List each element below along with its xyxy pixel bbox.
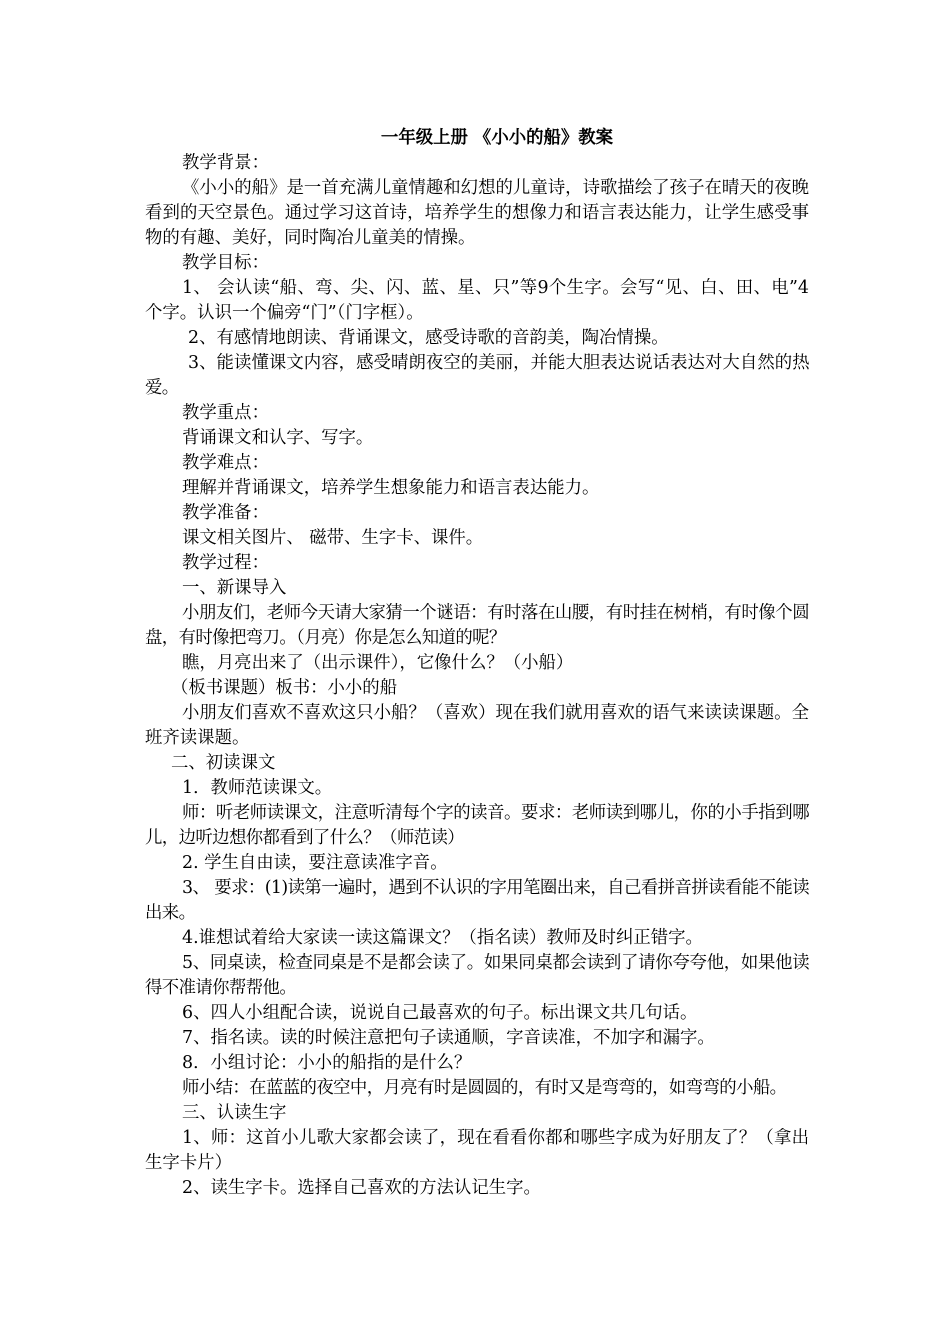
paragraph: 教学目标： — [182, 253, 269, 273]
paragraph: 师小结：在蓝蓝的夜空中，月亮有时是圆圆的，有时又是弯弯的，如弯弯的小船。 — [182, 1078, 787, 1098]
paragraph: 7、指名读。读的时候注意把句子读通顺，字音读准，不加字和漏字。 — [182, 1028, 715, 1048]
paragraph: 教学背景： — [182, 153, 269, 173]
paragraph: 4.谁想试着给大家读一读这篇课文？（指名读）教师及时纠正错字。 — [182, 928, 703, 948]
paragraph: 小朋友们，老师今天请大家猜一个谜语：有时落在山腰，有时挂在树梢，有时像个圆盘，有时像把弯刀。（月亮）你是怎么知道的呢？ — [145, 603, 809, 648]
paragraph: 课文相关图片、 磁带、生字卡、课件。 — [182, 528, 484, 548]
paragraph: 师：听老师读课文，注意听清每个字的读音。要求：老师读到哪儿，你的小手指到哪儿，边听边想你都看到了什么？（师范读） — [145, 803, 809, 848]
paragraph: 2、有感情地朗读、背诵课文，感受诗歌的音韵美，陶冶情操。 — [188, 328, 669, 348]
paragraph-list — [145, 151, 809, 1201]
page-title: 一年级上册 《小小的船》教案 — [380, 128, 614, 148]
paragraph: 教学准备： — [182, 503, 269, 523]
paragraph: （板书课题）板书：小小的船 — [171, 678, 398, 698]
paragraph: 理解并背诵课文，培养学生想象能力和语言表达能力。 — [182, 478, 600, 498]
paragraph: 1、 会认读“船、弯、尖、闪、蓝、星、只”等9个生字。会写“见、白、田、电”4个字。认识一个偏旁“门”（门字框）。 — [145, 278, 809, 323]
paragraph: 小朋友们喜欢不喜欢这只小船？（喜欢）现在我们就用喜欢的语气来读读课题。全班齐读课题。 — [145, 703, 809, 748]
paragraph: 8．小组讨论：小小的船指的是什么？ — [182, 1053, 472, 1073]
paragraph: 背诵课文和认字、写字。 — [182, 428, 374, 448]
paragraph: 三、认读生字 — [182, 1103, 287, 1123]
paragraph: 3、 要求：(1)读第一遍时，遇到不认识的字用笔圈出来，自己看拼音拼读看能不能读出来。 — [145, 878, 809, 923]
paragraph: 2. 学生自由读，要注意读准字音。 — [182, 853, 448, 873]
paragraph: 瞧，月亮出来了（出示课件），它像什么？（小船） — [182, 653, 574, 673]
paragraph: 一、新课导入 — [182, 578, 287, 598]
paragraph: 6、四人小组配合读，说说自己最喜欢的句子。标出课文共几句话。 — [182, 1003, 698, 1023]
paragraph: 5、同桌读，检查同桌是不是都会读了。如果同桌都会读到了请你夸夸他，如果他读得不准请你帮帮他。 — [145, 953, 809, 998]
paragraph: 《小小的船》是一首充满儿童情趣和幻想的儿童诗，诗歌描绘了孩子在晴天的夜晚看到的天空景色。通过学习这首诗，培养学生的想像力和语言表达能力，让学生感受事物的有趣、美好，同时陶冶儿童美的情操。 — [145, 178, 809, 248]
paragraph: 教学重点： — [182, 403, 269, 423]
document-body — [145, 126, 809, 1201]
paragraph: 教学过程： — [182, 553, 269, 573]
paragraph: 2、读生字卡。选择自己喜欢的方法认记生字。 — [182, 1178, 541, 1198]
paragraph: 二、初读课文 — [171, 753, 276, 773]
paragraph: 1、师：这首小儿歌大家都会读了，现在看看你都和哪些字成为好朋友了？（拿出生字卡片） — [145, 1128, 809, 1173]
paragraph: 1．教师范读课文。 — [182, 778, 333, 798]
paragraph: 3、能读懂课文内容，感受晴朗夜空的美丽，并能大胆表达说话表达对大自然的热爱。 — [145, 353, 809, 398]
paragraph: 教学难点： — [182, 453, 269, 473]
